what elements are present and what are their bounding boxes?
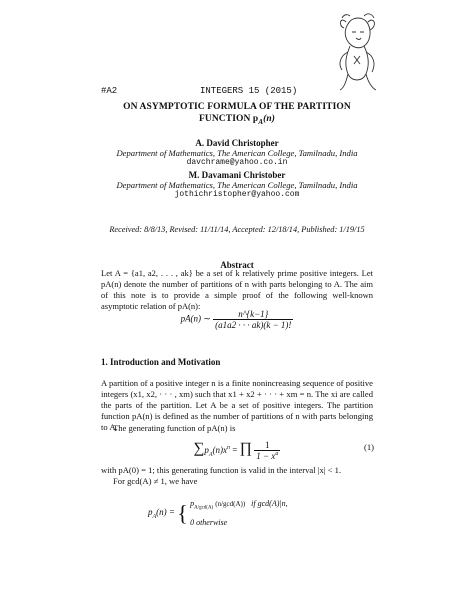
gcd-case-intro: For gcd(A) ≠ 1, we have: [113, 476, 198, 486]
journal-header: INTEGERS 15 (2015): [200, 86, 298, 96]
intro-paragraph: A partition of a positive integer n is a finite nonincreasing sequence of positive integers (x1, x2, · · · , xm) such that x1 + x2 + · · · + xm = n. The xi are called the parts of the partition. Let A be a set of positive integers. The partition function pA(n) is defined as the number of partitions of n with parts belonging to A.: [101, 378, 373, 432]
author-affiliation: Department of Mathematics, The American College, Tamilnadu, India: [116, 180, 358, 190]
author-block-1: [0, 138, 474, 167]
validity-note: with pA(0) = 1; this generating function is valid in the interval |x| < 1.: [101, 465, 342, 475]
author-block-2: [0, 170, 474, 199]
paper-title: [0, 101, 474, 128]
article-id: #A2: [101, 86, 118, 96]
author-name: A. David Christopher: [195, 138, 279, 148]
piecewise-equation: $p_A(n)$ = { $p_{A/gcd(A)}$ (n/gcd(A)) if gcd(A)|n, 0 otherwise: [148, 499, 288, 527]
generating-function-intro: The generating function of pA(n) is: [113, 423, 236, 433]
abstract-formula: pA(n) ∼ $\frac{n\^{}\{k-1\}}{(a1a2 \cdot \cdot \cdot ak)(k - 1)!}$: [180, 309, 292, 330]
author-email[interactable]: davchrame@yahoo.co.in: [186, 158, 288, 167]
publication-dates: Received: 8/8/13, Revised: 11/11/14, Accepted: 12/18/14, Published: 1/19/15: [109, 225, 365, 234]
abstract-text: Let A = {a1, a2, . . . , ak} be a set of k relatively prime positive integers. Let pA(n) denote the number of partitions of n with parts belonging to A. The aim of this note is to provide a simple proof of the following well-known asymptotic relation of pA(n):: [101, 268, 373, 311]
author-email[interactable]: jothichristopher@yahoo.com: [174, 190, 300, 199]
equation-label: (1): [363, 442, 374, 452]
title-line-2: FUNCTION $p_A(n)$: [198, 114, 276, 126]
generating-function-equation: $\sum p_A(n)x^n$ = ∏ $\frac{1}{1 - x^a}$: [193, 440, 279, 461]
author-affiliation: Department of Mathematics, The American College, Tamilnadu, India: [116, 148, 358, 158]
journal-logo-icon: [334, 12, 380, 92]
title-line-1: ON ASYMPTOTIC FORMULA OF THE PARTITION: [123, 102, 351, 112]
section-heading: 1. Introduction and Motivation: [101, 357, 221, 367]
author-name: M. Davamani Christober: [188, 170, 286, 180]
abstract-heading: Abstract: [220, 260, 254, 270]
